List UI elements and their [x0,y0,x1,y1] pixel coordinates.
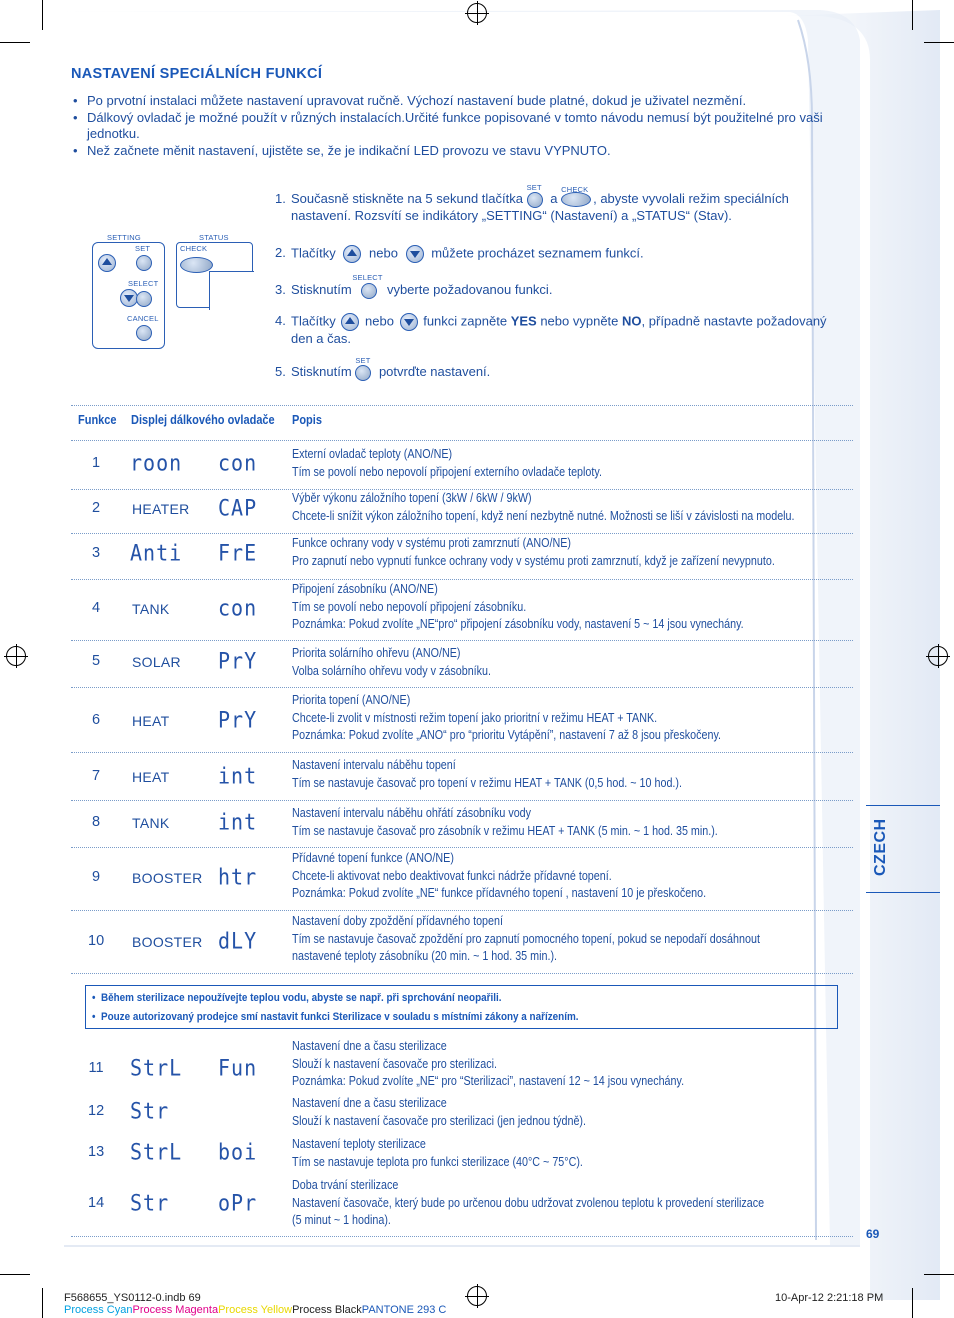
description-line: Nastavení doby zpoždění přídavného topení [292,914,503,928]
lcd-display-code: Str [130,1097,170,1125]
description-line: Priorita solárního ohřevu (ANO/NE) [292,646,461,660]
function-description [292,692,852,745]
lcd-display-value: int [218,808,258,836]
lcd-display-value: con [218,594,258,622]
function-number: 8 [91,814,101,830]
lcd-display-value: con [218,449,258,477]
remote-status-illustration [176,233,253,308]
function-number: 6 [91,712,101,728]
function-number: 10 [88,933,105,949]
function-description [292,1177,852,1230]
lcd-display-code: Anti [130,539,183,567]
function-description [292,850,852,903]
footer-color-label: Process Black [292,1304,362,1316]
divider [71,800,853,801]
crop-mark [42,0,43,30]
description-line: Nastavení časovače, který bude po určenou dobu udržovat zvolenou teplotu k provedení sterilizace [292,1195,765,1210]
intro-item: • Než začnete měnit nastavení, ujistěte se, že je indikační LED provozu ve stavu VYPNUTO. [71,143,851,160]
description-line: Volba solárního ohřevu vody v zásobníku. [292,663,492,678]
remote-label-set: SET [135,244,151,253]
description-line: nastavené teploty zásobníku (20 min. ~ 1 hod. 35 min.). [292,949,558,963]
lcd-display-code: StrL [130,1054,183,1082]
function-description [292,535,852,570]
description-line: Nastavení dne a času sterilizace [292,1039,447,1053]
function-number: 13 [88,1144,105,1160]
function-mode-label: HEAT [132,713,170,729]
divider [71,489,853,490]
function-mode-label: TANK [132,815,170,831]
divider [71,533,853,534]
crop-mark [0,42,30,43]
footer-color-label: Process Magenta [132,1304,219,1316]
remote-label-select: SELECT [128,279,159,288]
up-arrow-button-icon [341,313,359,331]
registration-mark-icon [6,646,26,666]
lcd-display-code: Str [130,1189,170,1217]
divider [71,579,853,580]
description-line: Tím se nastavuje časovač pro topení v režimu HEAT + TANK (0,5 hod. ~ 10 hod.). [292,775,682,790]
function-number: 12 [88,1103,105,1119]
check-label: CHECK [561,185,589,194]
down-arrow-button-icon [400,313,418,331]
description-line: Funkce ochrany vody v systému proti zamrznutí (ANO/NE) [292,536,572,550]
remote-label-status: STATUS [199,233,229,242]
language-tab-label: CZECH [872,818,889,876]
page-number: 69 [866,1227,880,1241]
footer-color-bar [64,1304,446,1316]
lcd-display-code: roon [130,449,183,477]
description-line: Tím se povolí nebo nepovolí připojení externího ovladače teploty. [292,464,602,479]
function-number: 4 [91,600,101,616]
set-label: SET [526,183,542,192]
description-line: Nastavení intervalu náběhu ohřátí zásobníku vody [292,806,532,820]
description-line: Chcete-li aktivovat nebo deaktivovat funkci nádrže přídavné topení. [292,868,612,883]
lcd-display-value: PrY [218,647,258,675]
description-line: Nastavení teploty sterilizace [292,1137,426,1151]
lcd-display-value: dLY [218,927,258,955]
description-line: Výběr výkonu záložního topení (3kW / 6kW / 9kW) [292,491,532,505]
intro-list [71,93,851,159]
description-line: Externí ovladač teploty (ANO/NE) [292,447,453,461]
description-line: Tím se nastavuje časovač zpoždění pro zapnutí pomocného topení, pokud se nepodaří dosáhnout [292,931,760,946]
description-line: Připojení zásobníku (ANO/NE) [292,582,438,596]
header-popis: Popis [292,413,322,427]
crop-mark [924,1274,954,1275]
select-button-icon [136,291,152,307]
description-line: Poznámka: Pokud zvolíte „NE“pro“ připojení zásobníku vody, nastavení 5 ~ 14 jsou vynechány. [292,617,744,631]
description-line: Tím se nastavuje časovač pro zásobník v režimu HEAT + TANK (5 min. ~ 1 hod. 35 min.). [292,823,718,838]
footer-timestamp: 10-Apr-12 2:21:18 PM [775,1292,884,1304]
crop-mark [0,1274,30,1275]
lcd-display-value: FrE [218,539,258,567]
registration-mark-icon [928,646,948,666]
lcd-display-value: CAP [218,494,258,522]
function-description [292,805,852,840]
function-mode-label: BOOSTER [132,870,203,886]
lcd-display-value: int [218,762,258,790]
intro-item: • Dálkový ovladač je možné použít v různých instalacích.Určité funkce popisované v tomto návodu nemusí být použitelné pro vaši jednotku. [71,110,851,143]
divider [71,1236,853,1237]
function-number: 14 [88,1195,105,1211]
set-button-icon [136,255,152,271]
description-line: Nastavení dne a času sterilizace [292,1096,447,1110]
registration-mark-icon [467,1286,487,1306]
up-arrow-button-icon [98,254,116,272]
function-description [292,446,852,481]
function-mode-label: TANK [132,601,170,617]
function-description [292,645,852,680]
down-arrow-button-icon [406,245,424,263]
lcd-display-code: StrL [130,1138,183,1166]
description-line: Doba trvání sterilizace [292,1178,399,1192]
header-funkce: Funkce [78,413,117,427]
function-mode-label: HEATER [132,501,190,517]
language-tab [866,805,940,893]
description-line: Slouží k nastavení časovače pro sterilizaci (jen jednou týdně). [292,1113,586,1128]
divider [71,440,853,441]
function-mode-label: SOLAR [132,654,181,670]
registration-mark-icon [467,3,487,23]
warning-item: • Pouze autorizovaný prodejce smí nastavit funkci Sterilizace v souladu s místními zákony a nařízením. [92,1011,579,1023]
function-number: 11 [88,1060,104,1076]
function-number: 2 [91,500,101,516]
function-mode-label: HEAT [132,769,170,785]
lcd-display-value: oPr [218,1189,258,1217]
lcd-display-value: PrY [218,706,258,734]
crop-mark [912,0,913,30]
remote-label-cancel: CANCEL [127,314,159,323]
divider [71,687,853,688]
divider [71,640,853,641]
divider [71,405,853,406]
warning-item: • Během sterilizace nepoužívejte teplou vodu, abyste se např. při sprchování neopařili. [92,992,502,1004]
crop-mark [924,42,954,43]
divider [71,847,853,848]
remote-label-check: CHECK [180,244,208,253]
function-description [292,913,852,966]
footer-color-label: Process Yellow [218,1304,293,1316]
page-title: NASTAVENÍ SPECIÁLNÍCH FUNKCÍ [71,66,323,82]
header-displej: Displej dálkového ovladače [131,413,275,427]
description-line: Tím se nastavuje teplota pro funkci sterilizace (40°C ~ 75°C). [292,1154,583,1169]
description-line: Slouží k nastavení časovače pro sterilizaci. [292,1056,497,1071]
function-description [292,1095,852,1130]
description-line: (5 minut ~ 1 hodina). [292,1213,391,1227]
description-line: Přídavné topení funkce (ANO/NE) [292,851,454,865]
up-arrow-button-icon [343,245,361,263]
footer-color-label: Process Cyan [64,1304,133,1316]
description-line: Poznámka: Pokud zvolíte „NE“ pro “Sterilizaci”, nastavení 12 ~ 14 jsou vynechány. [292,1074,685,1088]
description-line: Pro zapnutí nebo vypnutí funkce ochrany vody v systému proti zamrznutí, když je zařízení nevypnuto. [292,553,775,568]
divider [71,973,853,974]
footer-file-info: F568655_YS0112-0.indb 69 [64,1292,201,1304]
description-line: Nastavení intervalu náběhu topení [292,758,456,772]
divider [71,752,853,753]
description-line: Tím se povolí nebo nepovolí připojení zásobníku. [292,599,527,614]
intro-item: • Po prvotní instalaci můžete nastavení upravovat ručně. Výchozí nastavení bude platné, dokud je uživatel nezmění. [71,93,851,110]
description-line: Priorita topení (ANO/NE) [292,693,411,707]
footer-color-label: PANTONE 293 C [361,1304,447,1316]
status-panel-cutout [209,271,254,310]
lcd-display-value: htr [218,863,258,891]
description-line: Poznámka: Pokud zvolíte „NE“ funkce přídavného topení , nastavení 10 je přeskočeno. [292,886,707,900]
function-number: 7 [91,768,101,784]
lcd-display-value: boi [218,1138,258,1166]
sterilization-warning-box [85,985,838,1029]
function-description [292,757,852,792]
select-label: SELECT [352,273,383,282]
remote-label-setting: SETTING [107,233,141,242]
function-number: 9 [91,869,101,885]
description-line: Chcete-li zvolit v místnosti režim topení jako prioritní v režimu HEAT + TANK. [292,710,658,725]
description-line: Poznámka: Pokud zvolíte „ANO“ pro “prioritu Vytápění”, nastavení 7 až 8 jsou přeskočeny. [292,728,722,742]
divider [71,910,853,911]
remote-panel-illustration [92,233,165,349]
cancel-button-icon [136,325,152,341]
set-label: SET [355,356,371,365]
function-number: 5 [91,653,101,669]
function-description [292,581,852,634]
function-number: 1 [91,455,101,471]
function-description [292,1038,852,1091]
crop-mark [42,1288,43,1318]
function-number: 3 [91,545,101,561]
function-mode-label: BOOSTER [132,934,203,950]
function-description [292,490,852,525]
crop-mark [912,1288,913,1318]
description-line: Chcete-li snížit výkon záložního topení, když není nezbytně nutné. Možnosti se liší v závislosti na modelu. [292,508,795,523]
function-description [292,1136,852,1171]
lcd-display-value: Fun [218,1054,258,1082]
